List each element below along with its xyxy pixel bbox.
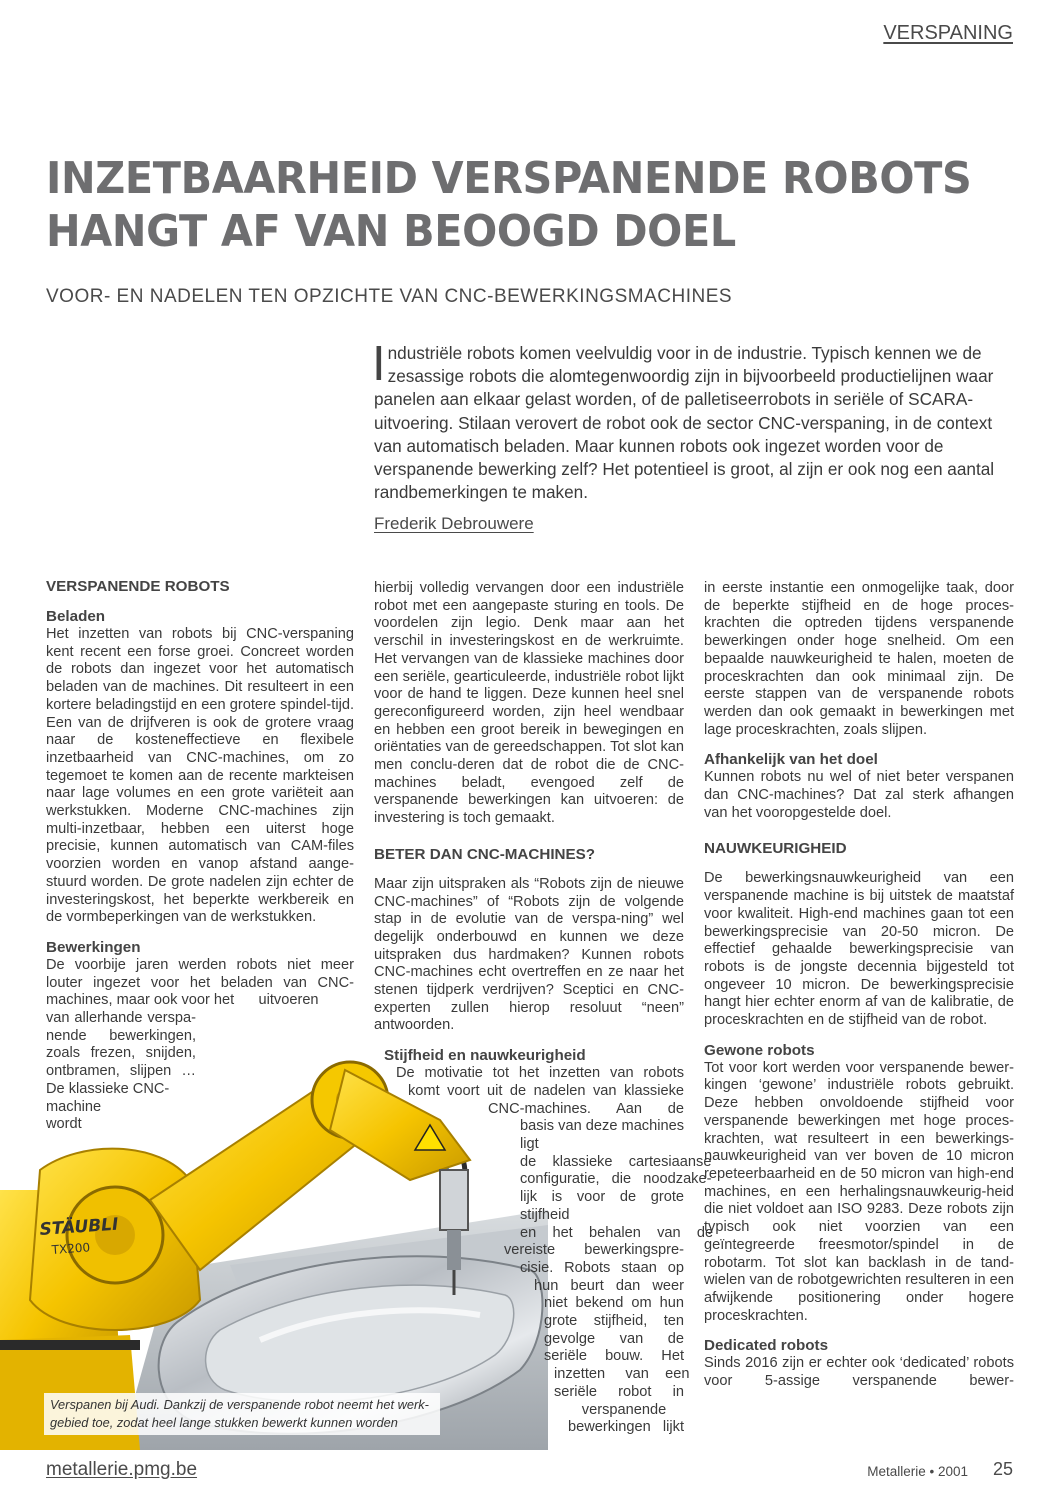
text-line: seriële bouw. Het <box>544 1348 684 1365</box>
heading-stijfheid: Stijfheid en nauwkeurigheid <box>384 1047 586 1065</box>
text-line: gevolge van de <box>544 1330 684 1347</box>
text-line: louter ingezet voor het beladen van CNC- <box>46 974 354 991</box>
paragraph-stijfheid <box>374 1065 714 1437</box>
paragraph-afhankelijk: Kunnen robots nu wel of niet beter verspanen dan CNC-machines? Dat zal sterk afhangen van het vooropgestelde doel. <box>704 769 1014 821</box>
text-line: machines, maar ook voor het uitvoeren <box>46 992 319 1009</box>
text-line: configuratie, die noodzake- <box>520 1171 712 1188</box>
heading-verspanende-robots: VERSPANENDE ROBOTS <box>46 578 230 595</box>
heading-afhankelijk: Afhankelijk van het doel <box>704 751 878 769</box>
paragraph-dedicated-robots: Sinds 2016 zijn er echter ook ‘dedicated’ robots voor 5-assige verspanende bewer- <box>704 1355 1014 1390</box>
title-line-1: INZETBAARHEID VERSPANENDE ROBOTS <box>46 153 972 204</box>
heading-dedicated-robots: Dedicated robots <box>704 1337 829 1355</box>
title-line-2: HANGT AF VAN BEOOGD DOEL <box>46 206 736 257</box>
text-line: wordt <box>46 1116 82 1133</box>
text-line: basis van deze machines ligt <box>520 1118 684 1152</box>
text-line: cisie. Robots staan op <box>520 1259 684 1276</box>
article-title <box>46 152 972 258</box>
text-line: ontbramen, slijpen … <box>46 1063 196 1080</box>
column-3 <box>704 580 1014 1391</box>
article-subtitle: VOOR- EN NADELEN TEN OPZICHTE VAN CNC-BEWERKINGSMACHINES <box>46 286 733 307</box>
footer-website-link[interactable]: metallerie.pmg.be <box>46 1459 198 1480</box>
footer-issue: Metallerie • 2001 <box>867 1464 968 1479</box>
text-line: lijk is voor de grote stijfheid <box>520 1189 684 1223</box>
text-line: CNC-machines. Aan de <box>488 1100 684 1117</box>
text-line: machine <box>46 1098 102 1115</box>
heading-beladen: Beladen <box>46 608 106 625</box>
text-line: nende bewerkingen, <box>46 1027 196 1044</box>
photo-caption: Verspanen bij Audi. Dankzij de verspanende robot neemt het werk-gebied toe, zodat heel lange stukken bewerkt kunnen worden <box>44 1393 440 1435</box>
text-line: bewerkingen lijkt <box>568 1419 684 1436</box>
robot-model-text: TX200 <box>51 1240 91 1257</box>
heading-bewerkingen: Bewerkingen <box>46 938 141 956</box>
text-line: inzetten van een <box>554 1366 690 1383</box>
paragraph-gewone-robots: Tot voor kort werden voor verspanende bewer-kingen ‘gewone’ industriële robots gebruikt. Deze hebben onvoldoende stijfheid voor verspanende bewerkingen met hoge proces-krachten, wat resulteert in een bewerkings-nauwkeurigheid van ver boven de 10 micron repeteerbaarheid en de 50 micron van high-end machines, en een herhalingsnauwkeurig-heid die niet voldoet aan ISO 9283. Deze robots zijn typisch ook niet voorzien van een geïntegreerde freesmotor/spindel in de robotarm. Tot slot kan backlash in de tand-wielen van de robotgewrichten resulteren in een afwijkende positionering onder hogere proceskrachten. <box>704 1059 1014 1324</box>
text-line: De klassieke CNC- <box>46 1080 170 1097</box>
column-2 <box>374 580 714 1437</box>
text-line: verspanende <box>581 1401 667 1418</box>
intro-paragraph <box>372 337 1014 504</box>
text-line: hun beurt dan weer <box>534 1277 684 1294</box>
intro-text: ndustriële robots komen veelvuldig voor in de industrie. Typisch kennen we de zesassige robots die alomtegenwoordig zijn in bijvoorbeeld productielijnen waar panelen aan elkaar gelast worden, of de palletiseerrobots in seriële of SCARA-uitvoering. Stilaan verovert de robot ook de sector CNC-verspaning, in de context van automatisch beladen. Maar kunnen robots ook ingezet worden voor de verspanende bewerking zelf? Het potentieel is groot, al zijn er ook nog een aantal randbemerkingen te maken. <box>374 343 995 503</box>
text-line: De voorbije jaren werden robots niet meer <box>46 956 354 973</box>
text-line: de klassieke cartesiaanse <box>520 1153 712 1170</box>
text-line: grote stijfheid, ten <box>544 1313 684 1330</box>
section-tag: VERSPANING <box>883 22 1013 44</box>
drop-cap: I <box>372 337 386 391</box>
text-line: en het behalen van de <box>520 1224 714 1241</box>
author-byline[interactable]: Frederik Debrouwere <box>374 514 534 533</box>
text-line: seriële robot in <box>554 1383 684 1400</box>
text-line: van allerhande verspa- <box>46 1010 196 1027</box>
heading-gewone-robots: Gewone robots <box>704 1041 815 1059</box>
text-line: niet bekend om hun <box>544 1295 684 1312</box>
heading-beter-dan-cnc: BETER DAN CNC-MACHINES? <box>374 845 596 863</box>
text-line: zoals frezen, snijden, <box>46 1045 196 1062</box>
paragraph-continued: hierbij volledig vervangen door een industriële robot met een aangepaste sturing en tools. De voordelen zijn legio. Denk maar aan het verschil in investeringskost en de werkruimte. Het vervangen van de klassieke machines door een seriële, gearticuleerde, industriële robot lijkt voor de hand te liggen. Deze kunnen heel snel gereconfigureerd worden, zijn heel wendbaar en hebben een groot bereik in bewegingen en oriëntaties van de gereedschappen. Tot slot kan men conclu-deren dat de robot die de CNC-machines beladt, evengoed zelf de verspanende bewerkingen kan uitvoeren: de investering is toch gemaakt. <box>374 580 684 827</box>
text-line: De motivatie tot het inzetten van robots <box>396 1065 684 1082</box>
robot-brand-text: STÄUBLI <box>38 1214 120 1240</box>
paragraph-nauwkeurigheid: De bewerkingsnauwkeurigheid van een verspanende machine is bij uitstek de maatstaf voor kwaliteit. High-end machines gaan tot een bewerkingsprecisie van 20-50 micron. De effectief gehaalde bewerkingsprecisie van robots is de jongste decennia bijgesteld tot ongeveer 10 micron. De bewerkingsprecisie hangt hier echter enorm af van de kalibratie, de proceskrachten en de stijfheid van de robot. <box>704 870 1014 1029</box>
heading-nauwkeurigheid: NAUWKEURIGHEID <box>704 840 847 858</box>
paragraph-continued: in eerste instantie een onmogelijke taak, door de beperkte stijfheid en de hoge proces-krachten die optreden tijdens verspanende bewerkingen onder hoge snelheid. Om een bepaalde nauwkeurigheid te halen, moeten de proceskrachten dan ook minimaal zijn. De eerste stappen van de verspanende robots werden dan ook gemaakt in bewerkingen met lage proceskrachten, zoals slijpen. <box>704 580 1014 738</box>
paragraph-beladen: Het inzetten van robots bij CNC-verspaning kent recent een forse groei. Concreet worden de robots dan ingezet voor het automatisch beladen van de machines. Dit resulteert in een kortere beladingstijd en een grotere spindel-tijd. Een van de drijfveren is ook de grotere vraag naar de kosteneffectieve en flexibele inzetbaarheid van CNC-machines, om zo tegemoet te komen aan de recente markteisen naar lage volumes en een grote variëteit aan werkstukken. Moderne CNC-machines zijn multi-inzetbaar, hebben een uiterst hoge precisie, kunnen automatisch van CAM-files voorzien worden en vanop afstand aange-stuurd worden. De grote nadelen zijn echter de investeringskost, het beperkte werkbereik en de vormbeperkingen van de werkstukken. <box>46 626 354 926</box>
paragraph-beter: Maar zijn uitspraken als “Robots zijn de nieuwe CNC-machines” of “Robots zijn de volgende stap in de evolutie van de verspa-ning” wel degelijk onderbouwd en kunnen we deze uitspraken dus hardmaken? Kunnen robots CNC-machines echt overtreffen en ze naar het stenen tijdperk verdrijven? Sceptici en CNC-experten zullen hierop resoluut “neen” antwoorden. <box>374 875 684 1034</box>
text-line: vereiste bewerkingspre- <box>504 1242 684 1259</box>
page-number: 25 <box>992 1459 1013 1479</box>
text-line: komt voort uit de nadelen van klassieke <box>408 1082 684 1099</box>
